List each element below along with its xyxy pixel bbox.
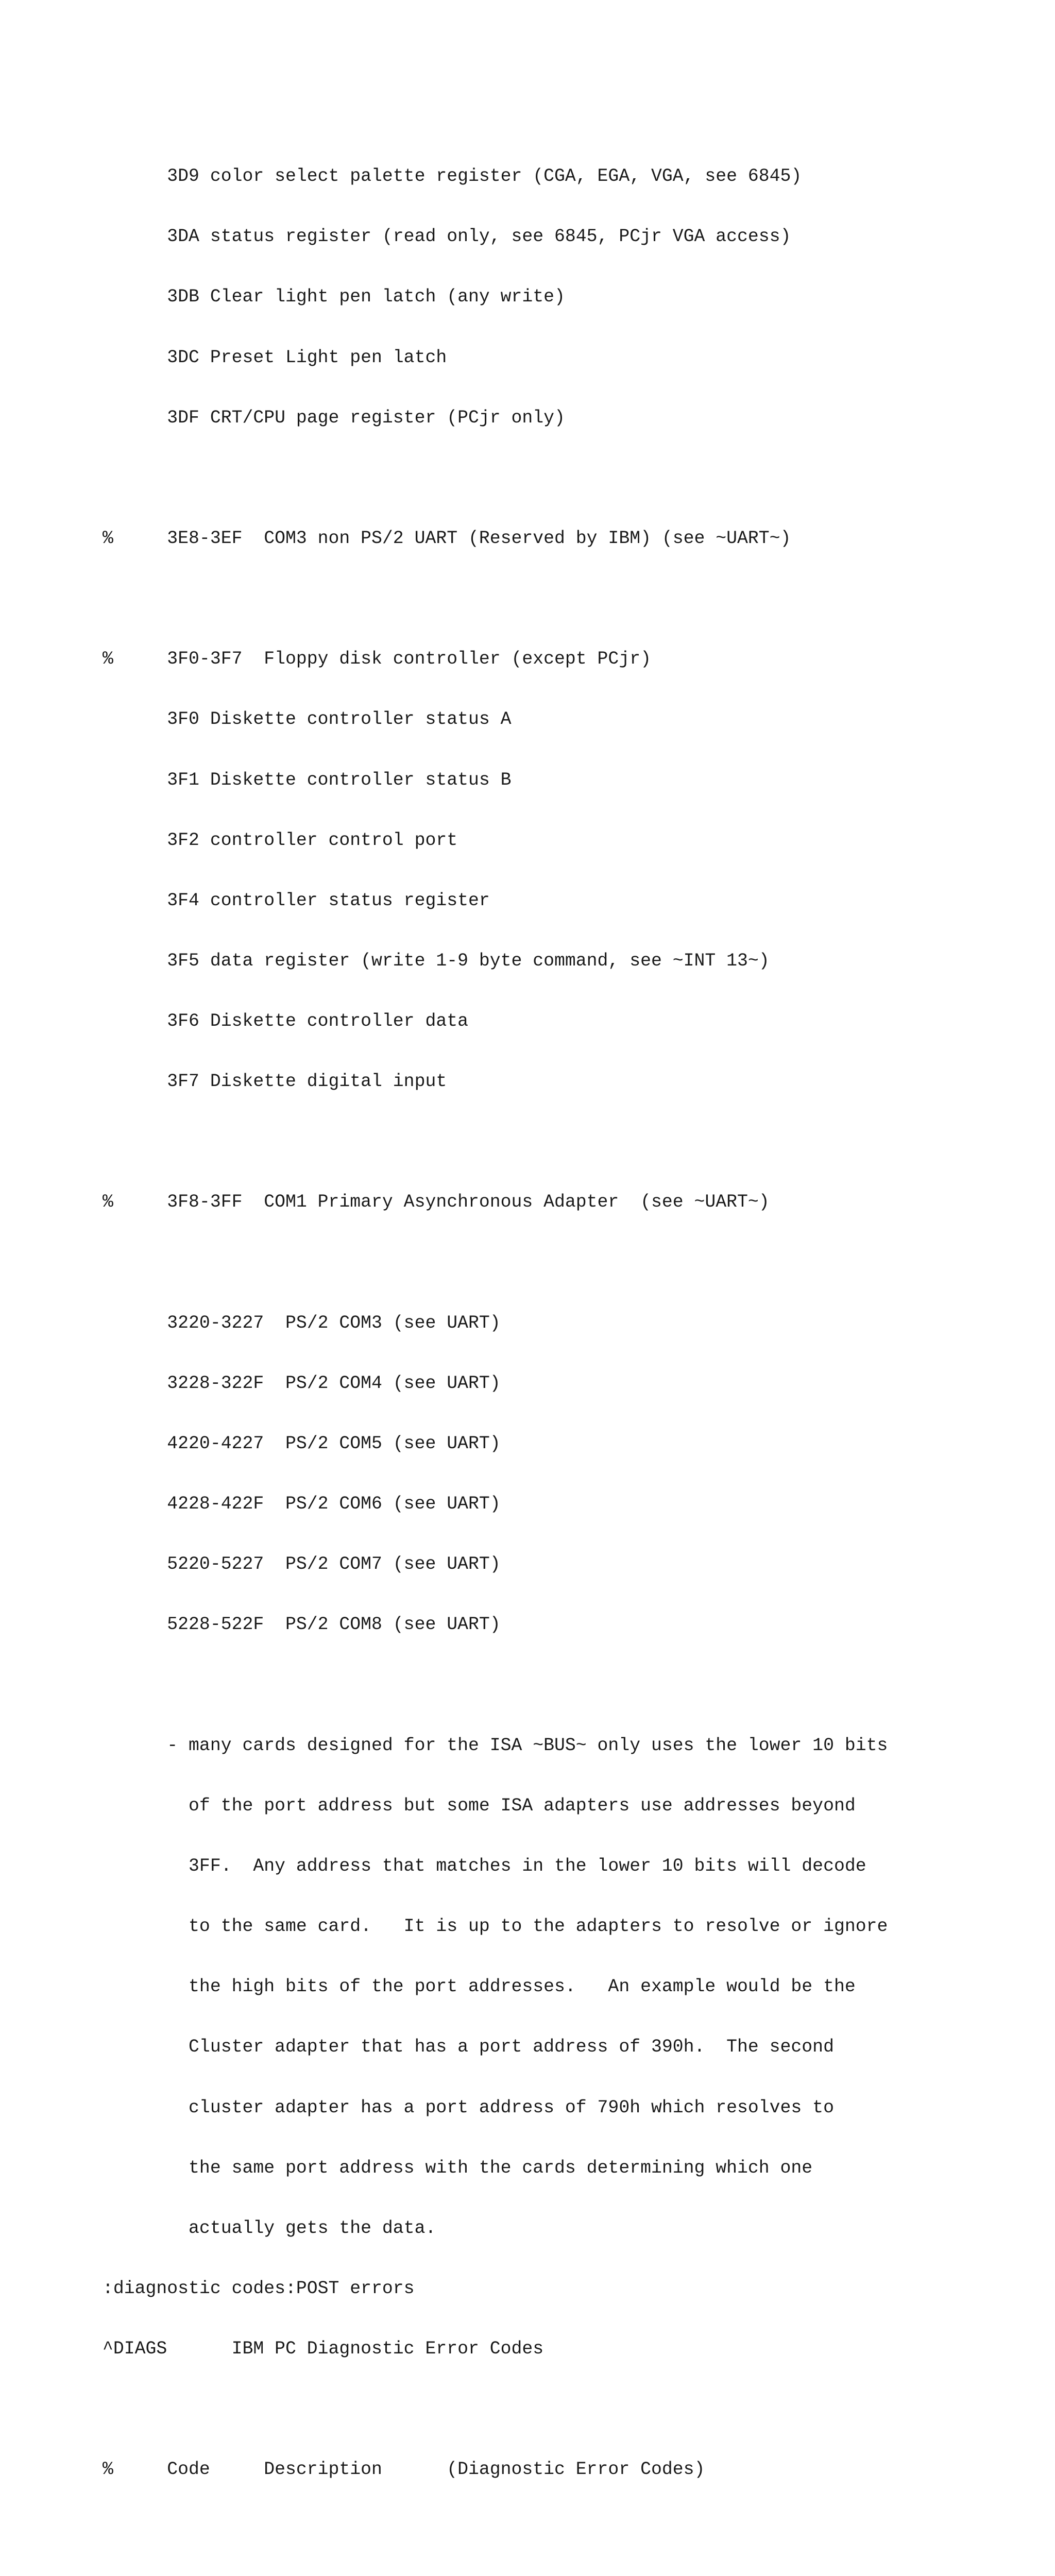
blank-line bbox=[103, 589, 888, 609]
note-line: of the port address but some ISA adapters use addresses beyond bbox=[103, 1795, 856, 1816]
text-line: 3F2 controller control port bbox=[103, 830, 458, 851]
text-line: 5220-5227 PS/2 COM7 (see UART) bbox=[103, 1554, 501, 1575]
text-line: 3F1 Diskette controller status B bbox=[103, 770, 512, 790]
blank-line bbox=[103, 2520, 888, 2540]
topic-title-line: ^DIAGS IBM PC Diagnostic Error Codes bbox=[103, 2339, 544, 2360]
text-line: 4228-422F PS/2 COM6 (see UART) bbox=[103, 1494, 501, 1515]
section-header-line: % 3E8-3EF COM3 non PS/2 UART (Reserved by IBM) (see ~UART~) bbox=[103, 528, 791, 549]
note-line: Cluster adapter that has a port address of 390h. The second bbox=[103, 2037, 834, 2058]
text-line: 3220-3227 PS/2 COM3 (see UART) bbox=[103, 1313, 501, 1333]
blank-line bbox=[103, 1132, 888, 1152]
text-line: 5228-522F PS/2 COM8 (see UART) bbox=[103, 1615, 501, 1635]
text-line: 3D9 color select palette register (CGA, EGA, VGA, see 6845) bbox=[103, 166, 802, 187]
text-line: 3DF CRT/CPU page register (PCjr only) bbox=[103, 408, 565, 428]
note-line: actually gets the data. bbox=[103, 2218, 436, 2239]
text-line: 4220-4227 PS/2 COM5 (see UART) bbox=[103, 1434, 501, 1454]
note-line: cluster adapter has a port address of 790h which resolves to bbox=[103, 2097, 834, 2118]
note-line: the same port address with the cards determining which one bbox=[103, 2158, 813, 2178]
blank-line bbox=[103, 468, 888, 488]
blank-line bbox=[103, 1675, 888, 1696]
text-line: 3F4 controller status register bbox=[103, 890, 490, 911]
blank-line bbox=[103, 1253, 888, 1273]
blank-line bbox=[103, 2399, 888, 2419]
note-line: the high bits of the port addresses. An example would be the bbox=[103, 1977, 856, 1997]
note-line: to the same card. It is up to the adapters to resolve or ignore bbox=[103, 1917, 888, 1937]
column-header-line: % Code Description (Diagnostic Error Codes) bbox=[103, 2460, 705, 2480]
text-line: 3DA status register (read only, see 6845, PCjr VGA access) bbox=[103, 227, 791, 247]
text-line: 3DB Clear light pen latch (any write) bbox=[103, 287, 565, 308]
note-line: - many cards designed for the ISA ~BUS~ only uses the lower 10 bits bbox=[103, 1735, 888, 1756]
document-text bbox=[103, 126, 888, 2576]
topic-line: :diagnostic codes:POST errors bbox=[103, 2279, 415, 2299]
text-line: 3F5 data register (write 1-9 byte command, see ~INT 13~) bbox=[103, 951, 770, 971]
text-line: 3F6 Diskette controller data bbox=[103, 1011, 468, 1032]
text-line: 3DC Preset Light pen latch bbox=[103, 347, 447, 368]
section-header-line: % 3F0-3F7 Floppy disk controller (except PCjr) bbox=[103, 649, 651, 670]
note-line: 3FF. Any address that matches in the lower 10 bits will decode bbox=[103, 1856, 866, 1877]
text-line: 3F0 Diskette controller status A bbox=[103, 709, 512, 730]
section-header-line: % 3F8-3FF COM1 Primary Asynchronous Adapter (see ~UART~) bbox=[103, 1192, 770, 1213]
text-line: 3F7 Diskette digital input bbox=[103, 1072, 447, 1092]
text-line: 3228-322F PS/2 COM4 (see UART) bbox=[103, 1373, 501, 1394]
